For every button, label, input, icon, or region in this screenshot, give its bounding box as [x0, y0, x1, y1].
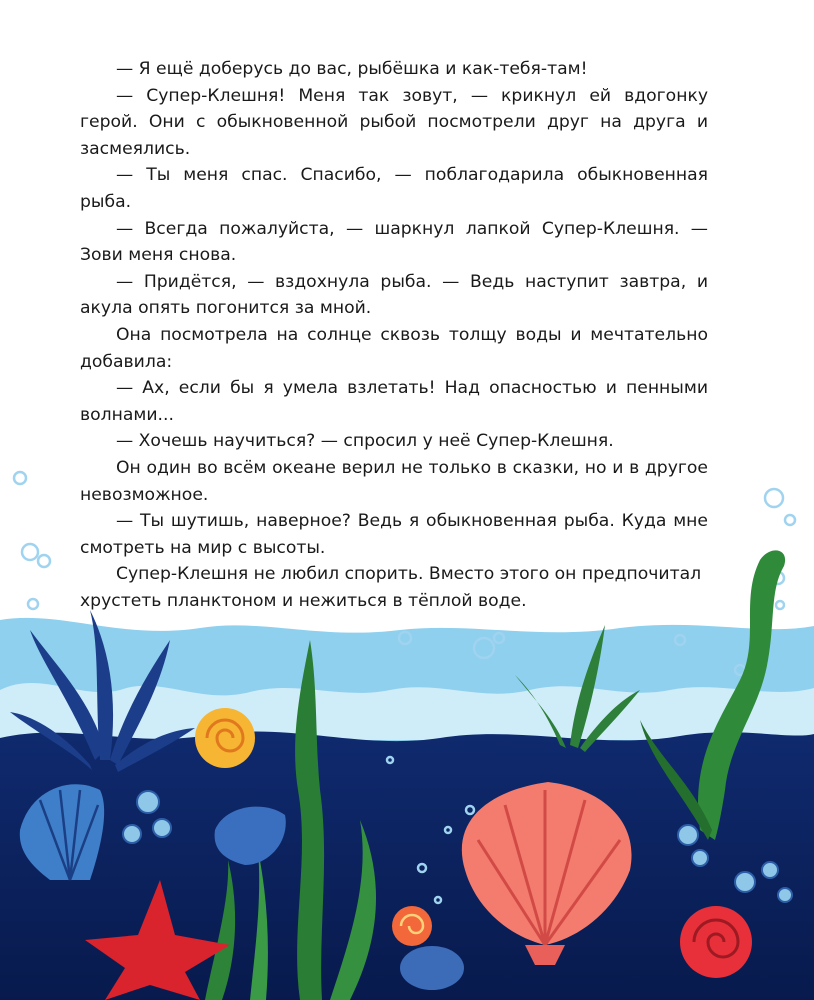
story-text	[80, 56, 708, 614]
paragraph-4: — Всегда пожалуйста, — шаркнул лапкой Супер-Клешня. — Зови меня снова.	[80, 218, 708, 266]
paragraph-3: — Ты меня спас. Спасибо, — поблагодарила обыкновенная рыба.	[80, 165, 708, 212]
paragraph-7: — Ах, если бы я умела взлетать! Над опасностью и пенными волнами...	[80, 378, 708, 425]
paragraph-10: — Ты шутишь, наверное? Ведь я обыкновенная рыба. Куда мне смотреть на мир с высоты.	[80, 511, 708, 558]
blue-round-shell	[400, 946, 464, 990]
small-orange-shell	[392, 906, 432, 946]
paragraph-11: Супер-Клешня не любил спорить. Вместо этого он предпочитал хрустеть планктоном и нежиться в тёплой воде.	[80, 564, 702, 611]
orange-spiral-shell	[195, 708, 255, 768]
paragraph-2: — Супер-Клешня! Меня так зовут, — крикнул ей вдогонку герой. Они с обыкновенной рыбой посмотрели друг на друга и засмеялись.	[80, 85, 708, 159]
paragraph-6: Она посмотрела на солнце сквозь толщу воды и мечтательно добавила:	[80, 324, 708, 372]
paragraph-5: — Придётся, — вздохнула рыба. — Ведь наступит завтра, и акула опять погонится за мной.	[80, 271, 708, 319]
paragraph-8: — Хочешь научиться? — спросил у неё Супер-Клешня.	[116, 431, 614, 452]
paragraph-9: Он один во всём океане верил не только в сказки, но и в другое невозможное.	[80, 457, 708, 505]
paragraph-1: — Я ещё доберусь до вас, рыбёшка и как-тебя-там!	[116, 59, 588, 79]
red-spiral-shell	[680, 906, 752, 978]
